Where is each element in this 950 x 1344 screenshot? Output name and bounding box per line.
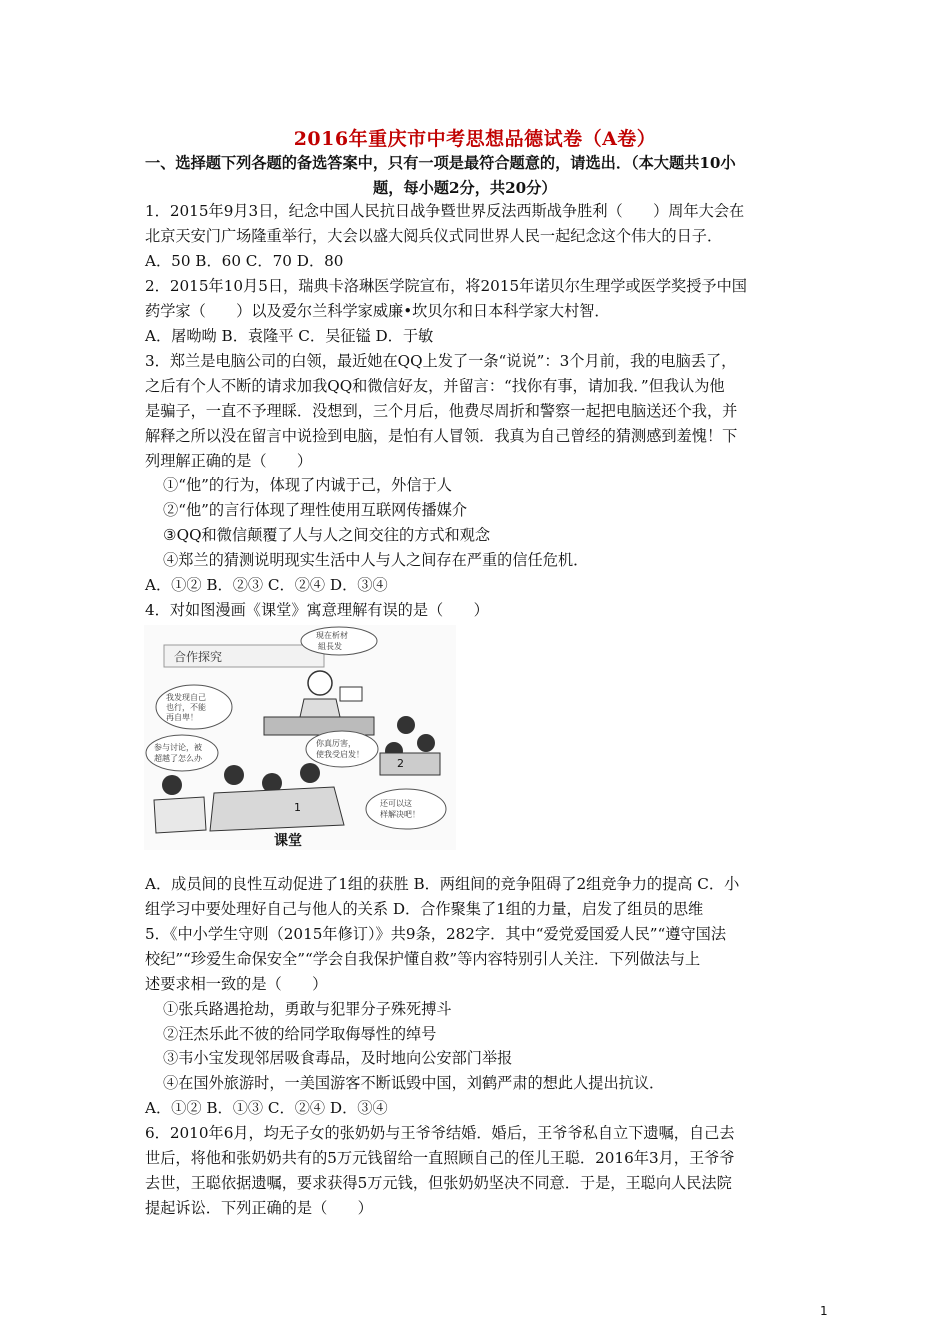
left-bubble-2-text-1: 参与讨论，被 bbox=[154, 743, 202, 752]
q3-statement-4: ④郑兰的猜测说明现实生活中人与人之间存在严重的信任危机． bbox=[163, 551, 589, 569]
group-1-label: 1 bbox=[294, 801, 301, 814]
student-head bbox=[397, 716, 415, 734]
q5-statement-1: ①张兵路遇抢劫，勇敢与犯罪分子殊死搏斗 bbox=[163, 1000, 452, 1018]
q6-line-1: 6．2010年6月，均无子女的张奶奶与王爷爷结婚．婚后，王爷爷私自立下遗嘱，自己去 bbox=[145, 1124, 735, 1142]
q5-options: A．①② B．①③ C．②④ D．③④ bbox=[145, 1099, 388, 1117]
board-label: 合作探究 bbox=[174, 650, 223, 664]
student-head bbox=[224, 765, 244, 785]
q3-line-1: 3．郑兰是电脑公司的白领，最近她在QQ上发了一条“说说”：3个月前，我的电脑丢了， bbox=[145, 352, 737, 370]
right-bubble bbox=[366, 789, 446, 829]
q3-statement-2: ②“他”的言行体现了理性使用互联网传播媒介 bbox=[163, 501, 468, 519]
q3-line-2: 之后有个人不断的请求加我QQ和微信好友，并留言：“找你有事，请加我．”但我认为他 bbox=[145, 377, 725, 395]
q4-answer-line-2: 组学习中要处理好自己与他人的关系 D．合作聚集了1组的力量，启发了组员的思维 bbox=[145, 900, 704, 918]
section-heading-line-1: 一、选择题下列各题的备选答案中，只有一项是最符合题意的，请选出．（本大题共10小 bbox=[145, 154, 736, 172]
middle-bubble-text-2: 使我受启发！ bbox=[316, 750, 364, 759]
q5-line-2: 校纪”“珍爱生命保安全”“学会自我保护懂自救”等内容特别引人关注．下列做法与上 bbox=[145, 950, 701, 968]
left-bubble-1-text-3: 再自卑！ bbox=[166, 713, 198, 722]
q5-line-1: 5．《中小学生守则（2015年修订）》共9条，282字．其中“爱党爱国爱人民”“遵守国法 bbox=[145, 925, 727, 943]
section-heading-line-2: 题，每小题2分，共20分） bbox=[373, 179, 557, 197]
q6-line-4: 提起诉讼．下列正确的是（ ） bbox=[145, 1199, 373, 1217]
right-bubble-text-2: 样解决吧！ bbox=[380, 810, 420, 819]
q3-statement-3: ③QQ和微信颠覆了人与人之间交往的方式和观念 bbox=[163, 526, 491, 544]
q3-line-5: 列理解正确的是（ ） bbox=[145, 452, 313, 470]
left-bubble-1-text-1: 我发现自己 bbox=[166, 693, 206, 702]
q5-statement-4: ④在国外旅游时，一美国游客不断诋毁中国，刘鹤严肃的想此人提出抗议． bbox=[163, 1074, 665, 1092]
page-number: 1 bbox=[820, 1304, 828, 1318]
q5-line-3: 述要求相一致的是（ ） bbox=[145, 975, 328, 993]
q3-options: A．①② B．②③ C．②④ D．③④ bbox=[145, 576, 388, 594]
q2-line-1: 2．2015年10月5日，瑞典卡洛琳医学院宣布，将2015年诺贝尔生理学或医学奖授予中国 bbox=[145, 277, 747, 295]
q3-line-3: 是骗子，一直不予理睬．没想到，三个月后，他费尽周折和警察一起把电脑送还个我，并 bbox=[145, 402, 738, 420]
q1-line-2: 北京天安门广场隆重举行，大会以盛大阅兵仪式同世界人民一起纪念这个伟大的日子． bbox=[145, 227, 723, 245]
classroom-cartoon bbox=[144, 625, 456, 850]
student-head bbox=[300, 763, 320, 783]
cartoon-caption: 课堂 bbox=[274, 833, 302, 849]
q6-line-2: 世后，将他和张奶奶共有的5万元钱留给一直照顾自己的侄儿王聪．2016年3月，王爷爷 bbox=[145, 1149, 735, 1167]
left-bubble-1-text-2: 也行，不能 bbox=[166, 703, 206, 712]
group-1-table bbox=[210, 787, 344, 831]
q1-line-1: 1．2015年9月3日，纪念中国人民抗日战争暨世界反法西斯战争胜利（ ）周年大会在 bbox=[145, 202, 745, 220]
q1-options: A．50 B．60 C．70 D．80 bbox=[145, 252, 344, 270]
q2-options: A．屠呦呦 B．袁隆平 C．吴征镒 D．于敏 bbox=[145, 327, 434, 345]
group-2-label: 2 bbox=[397, 757, 404, 770]
q3-statement-1: ①“他”的行为，体现了内诚于己，外信于人 bbox=[163, 476, 452, 494]
right-bubble-text-1: 还可以这 bbox=[380, 799, 412, 808]
teacher-bubble-text-2: 組長发 bbox=[318, 642, 342, 651]
q5-statement-2: ②汪杰乐此不彼的给同学取侮辱性的绰号 bbox=[163, 1025, 437, 1043]
left-bubble-2-text-2: 超越了怎么办 bbox=[154, 754, 202, 763]
group-2-table bbox=[380, 753, 440, 775]
q3-line-4: 解释之所以没在留言中说捡到电脑，是怕有人冒领．我真为自己曾经的猜测感到羞愧！下 bbox=[145, 427, 738, 445]
q4-line-1: 4．对如图漫画《课堂》寓意理解有误的是（ ） bbox=[145, 601, 489, 619]
q2-line-2: 药学家（ ）以及爱尔兰科学家威廉•坎贝尔和日本科学家大村智． bbox=[145, 302, 610, 320]
middle-bubble-text-1: 你真厉害， bbox=[316, 739, 356, 748]
teacher-head bbox=[308, 671, 332, 695]
middle-bubble bbox=[306, 731, 378, 767]
teacher-bubble-text-1: 現在析材 bbox=[316, 631, 348, 640]
student-head bbox=[162, 775, 182, 795]
cartoon-drawing bbox=[144, 625, 456, 850]
student-body bbox=[154, 797, 206, 833]
page-title: 2016年重庆市中考思想品德试卷（A卷） bbox=[293, 128, 657, 150]
q6-line-3: 去世，王聪依据遗嘱，要求获得5万元钱，但张奶奶坚决不同意．于是，王聪向人民法院 bbox=[145, 1174, 732, 1192]
student-head bbox=[417, 734, 435, 752]
q4-answer-line-1: A．成员间的良性互动促进了1组的获胜 B．两组间的竞争阻碍了2组竞争力的提高 C．小 bbox=[145, 875, 740, 893]
q5-statement-3: ③韦小宝发现邻居吸食毒品，及时地向公安部门举报 bbox=[163, 1049, 513, 1067]
teacher-book bbox=[340, 687, 362, 701]
left-bubble-2 bbox=[146, 735, 218, 771]
